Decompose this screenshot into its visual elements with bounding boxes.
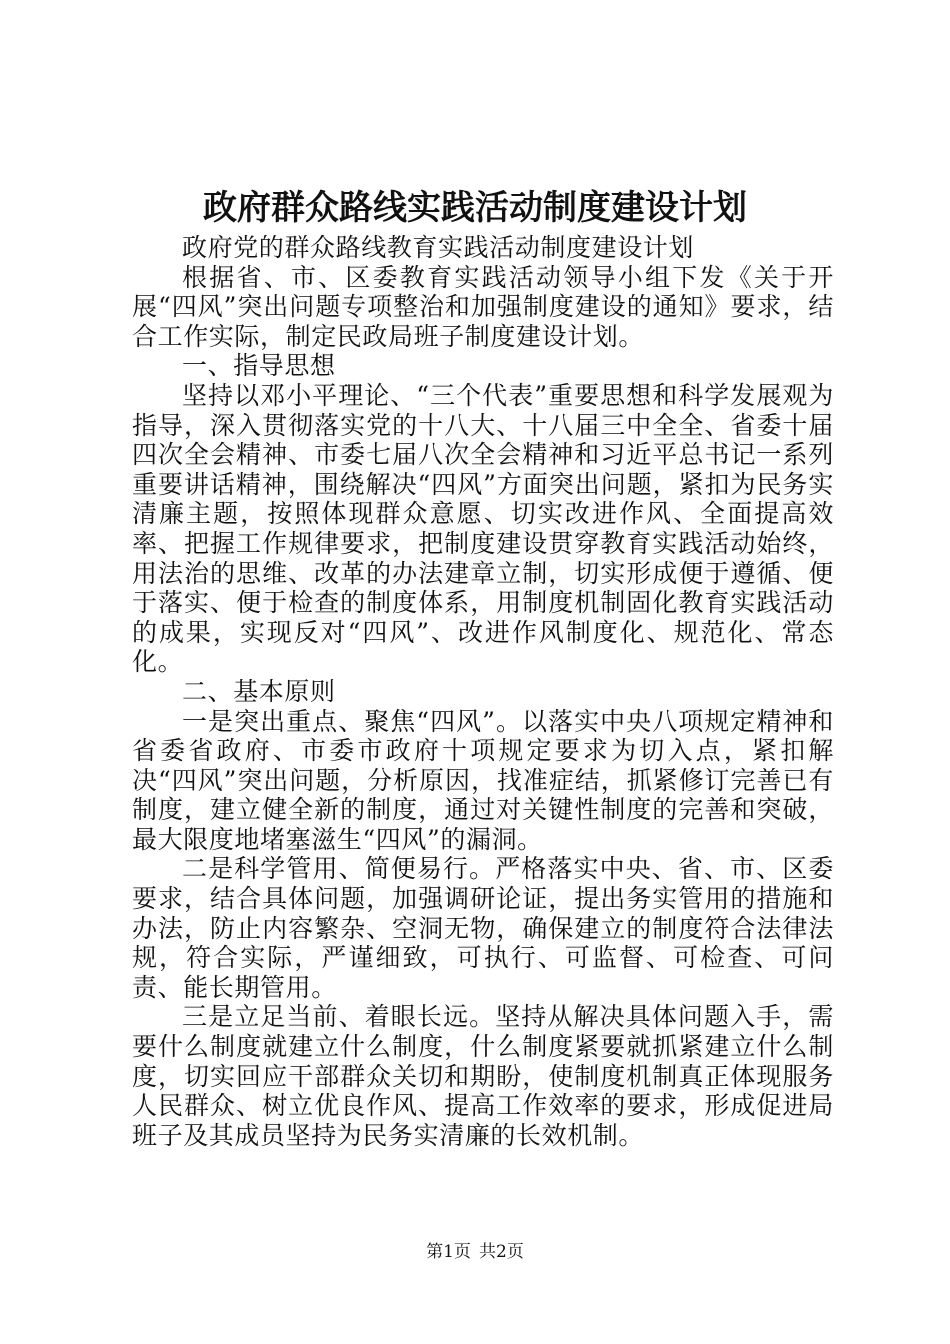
paragraph-principle-three: 三是立足当前、着眼长远。坚持从解决具体问题入手，需要什么制度就建立什么制度，什么制度紧要就抓紧建立什么制度，切实回应干部群众关切和期盼，使制度机制真正体现服务人民群众、树立优良作风、提高工作效率的要求，形成促进局班子及其成员坚持为民务实清廉的长效机制。 <box>132 1002 834 1150</box>
page-number: 第1页 <box>426 1242 471 1262</box>
section-heading-basic-principles: 二、基本原则 <box>182 676 336 706</box>
paragraph-principle-two: 二是科学管用、简便易行。严格落实中央、省、市、区委要求，结合具体问题，加强调研论证，提出务实管用的措施和办法，防止内容繁杂、空洞无物，确保建立的制度符合法律法规，符合实际，严谨细致，可执行、可监督、可检查、可问责、能长期管用。 <box>132 854 834 1002</box>
paragraph-intro: 根据省、市、区委教育实践活动领导小组下发《关于开展“四风”突出问题专项整治和加强制度建设的通知》要求，结合工作实际，制定民政局班子制度建设计划。 <box>132 262 834 351</box>
section-heading-guiding-ideology: 一、指导思想 <box>182 351 336 381</box>
document-body <box>132 233 834 1150</box>
page-total: 共2页 <box>479 1242 524 1262</box>
paragraph-subtitle: 政府党的群众路线教育实践活动制度建设计划 <box>182 233 695 262</box>
paragraph-guiding-ideology: 坚持以邓小平理论、“三个代表”重要思想和科学发展观为指导，深入贯彻落实党的十八大、十八届三中全全、省委十届四次全会精神、市委七届八次全会精神和习近平总书记一系列重要讲话精神，围绕解决“四风”方面突出问题，紧扣为民务实清廉主题，按照体现群众意愿、切实改进作风、全面提高效率、把握工作规律要求，把制度建设贯穿教育实践活动始终，用法治的思维、改革的办法建章立制，切实形成便于遵循、便于落实、便于检查的制度体系，用制度机制固化教育实践活动的成果，实现反对“四风”、改进作风制度化、规范化、常态化。 <box>132 380 834 677</box>
document-title: 政府群众路线实践活动制度建设计划 <box>203 188 747 228</box>
page-footer <box>0 1240 950 1264</box>
paragraph-principle-one: 一是突出重点、聚焦“四风”。以落实中央八项规定精神和省委省政府、市委市政府十项规定要求为切入点，紧扣解决“四风”突出问题，分析原因，找准症结，抓紧修订完善已有制度，建立健全新的制度，通过对关键性制度的完善和突破，最大限度地堵塞滋生“四风”的漏洞。 <box>132 706 834 854</box>
